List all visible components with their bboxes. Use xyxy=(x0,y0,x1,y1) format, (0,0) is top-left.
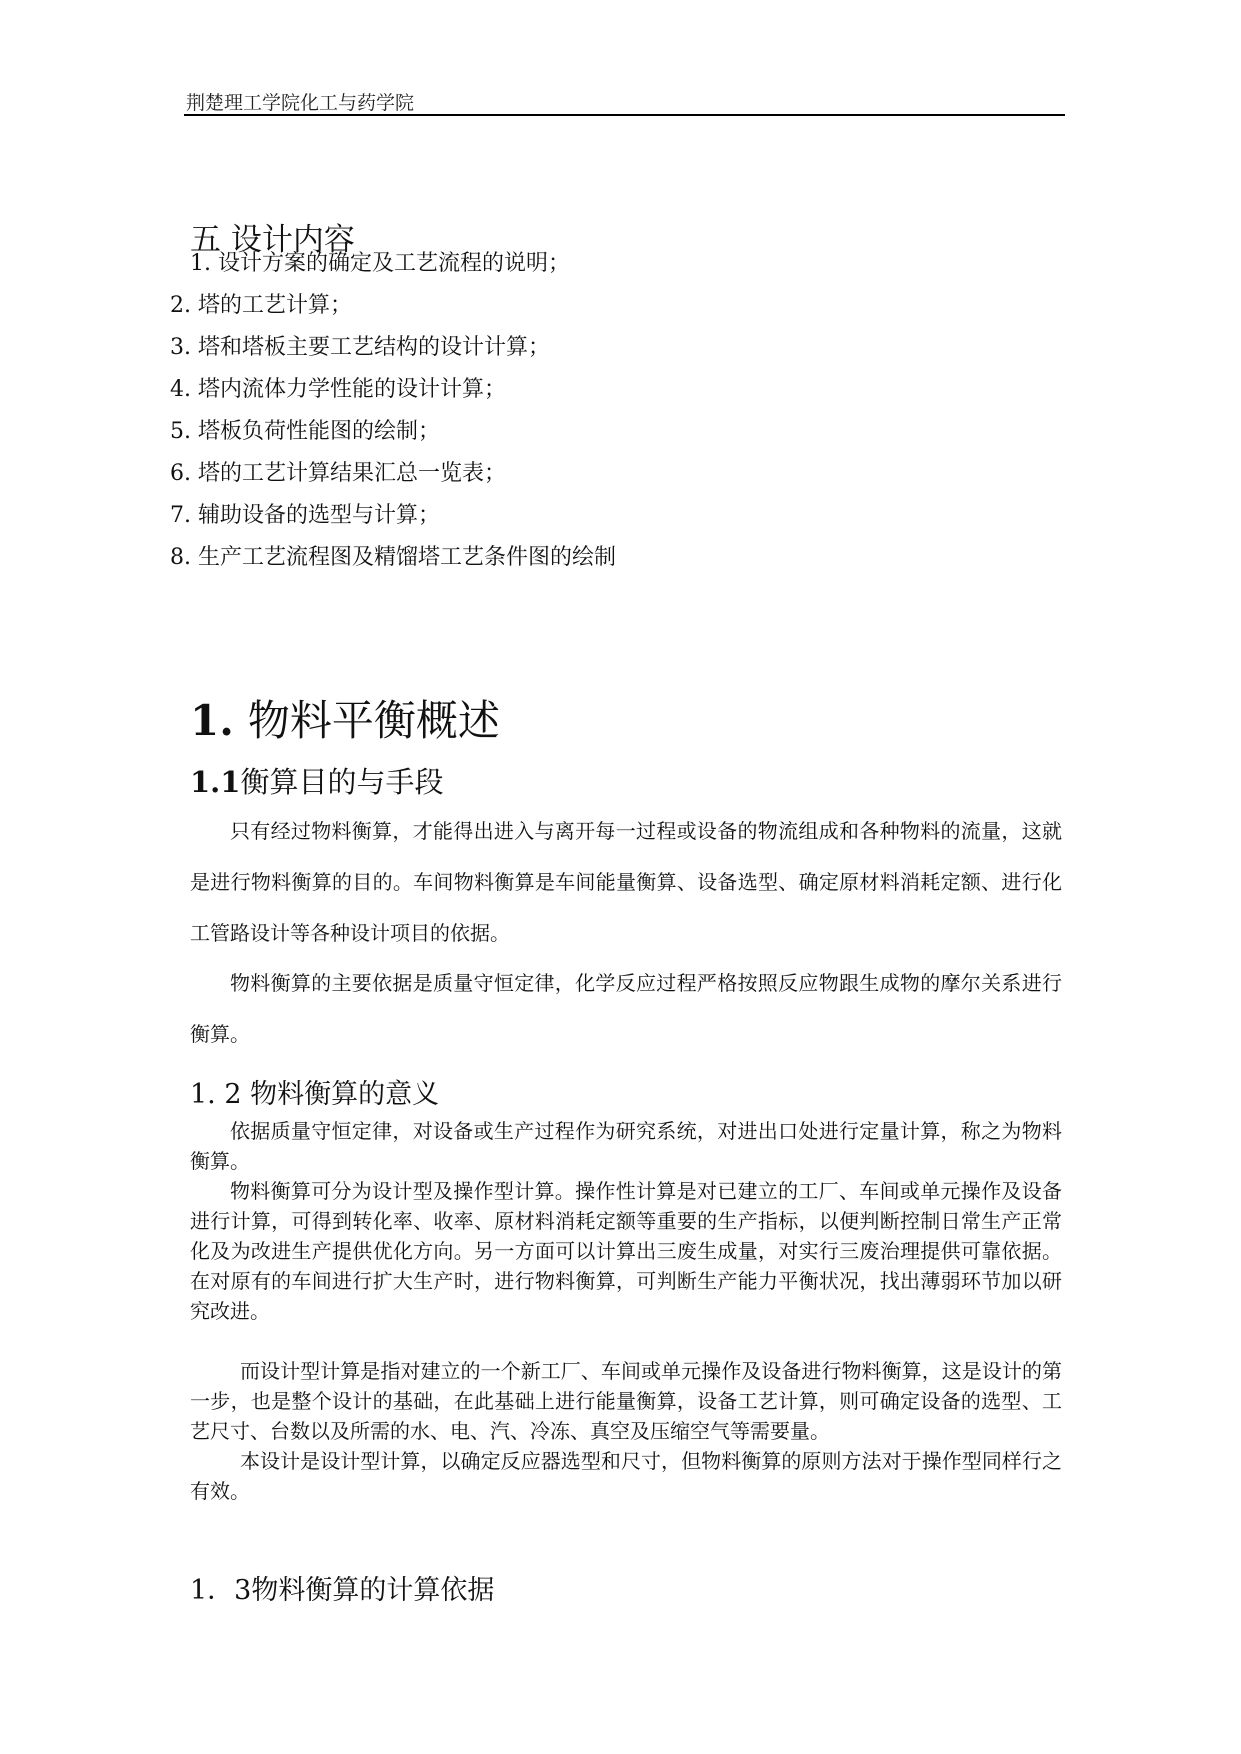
design-item-8: 8. 生产工艺流程图及精馏塔工艺条件图的绘制 xyxy=(170,545,616,570)
design-item-5: 5. 塔板负荷性能图的绘制； xyxy=(170,419,440,444)
chapter-1-heading xyxy=(190,688,500,748)
section-1-3-heading: 1．3物料衡算的计算依据 xyxy=(190,1575,495,1606)
design-item-6: 6. 塔的工艺计算结果汇总一览表； xyxy=(170,461,506,486)
significance-paragraph-3: 而设计型计算是指对建立的一个新工厂、车间或单元操作及设备进行物料衡算，这是设计的第一步，也是整个设计的基础，在此基础上进行能量衡算，设备工艺计算，则可确定设备的选型、工艺尺寸、台数以及所需的水、电、汽、冷冻、真空及压缩空气等需要量。 xyxy=(190,1359,1062,1443)
significance-paragraph-2: 物料衡算可分为设计型及操作型计算。操作性计算是对已建立的工厂、车间或单元操作及设备进行计算，可得到转化率、收率、原材料消耗定额等重要的生产指标，以便判断控制日常生产正常化及为改进生产提供优化方向。另一方面可以计算出三废生成量，对实行三废治理提供可靠依据。在对原有的车间进行扩大生产时，进行物料衡算，可判断生产能力平衡状况，找出薄弱环节加以研究改进。 xyxy=(190,1179,1062,1323)
section-number: 1.1 xyxy=(190,765,241,799)
significance-paragraph-4: 本设计是设计型计算，以确定反应器选型和尺寸，但物料衡算的原则方法对于操作型同样行之有效。 xyxy=(190,1449,1062,1503)
header-divider xyxy=(184,114,1065,116)
page-header: 荆楚理工学院化工与药学院 xyxy=(186,92,415,114)
design-item-2: 2. 塔的工艺计算； xyxy=(170,293,352,318)
section-5-title: 五 设计内容 xyxy=(190,222,355,258)
design-item-1: 1. 设计方案的确定及工艺流程的说明； xyxy=(190,251,570,276)
significance-paragraph-1: 依据质量守恒定律，对设备或生产过程作为研究系统，对进出口处进行定量计算，称之为物料衡算。 xyxy=(190,1119,1062,1173)
design-item-7: 7. 辅助设备的选型与计算； xyxy=(170,503,440,528)
design-item-3: 3. 塔和塔板主要工艺结构的设计计算； xyxy=(170,335,550,360)
design-item-4: 4. 塔内流体力学性能的设计计算； xyxy=(170,377,506,402)
chapter-number: 1. xyxy=(190,696,234,745)
section-1-1-heading xyxy=(190,760,443,801)
chapter-title: 物料平衡概述 xyxy=(247,696,500,745)
section-1-2-heading: 1. 2 物料衡算的意义 xyxy=(190,1079,440,1110)
purpose-paragraph-1: 只有经过物料衡算，才能得出进入与离开每一过程或设备的物流组成和各种物料的流量，这就是进行物料衡算的目的。车间物料衡算是车间能量衡算、设备选型、确定原材料消耗定额、进行化工管路设计等各种设计项目的依据。 xyxy=(190,819,1062,945)
section-title: 衡算目的与手段 xyxy=(240,765,444,799)
purpose-paragraph-2: 物料衡算的主要依据是质量守恒定律，化学反应过程严格按照反应物跟生成物的摩尔关系进行衡算。 xyxy=(190,971,1062,1046)
